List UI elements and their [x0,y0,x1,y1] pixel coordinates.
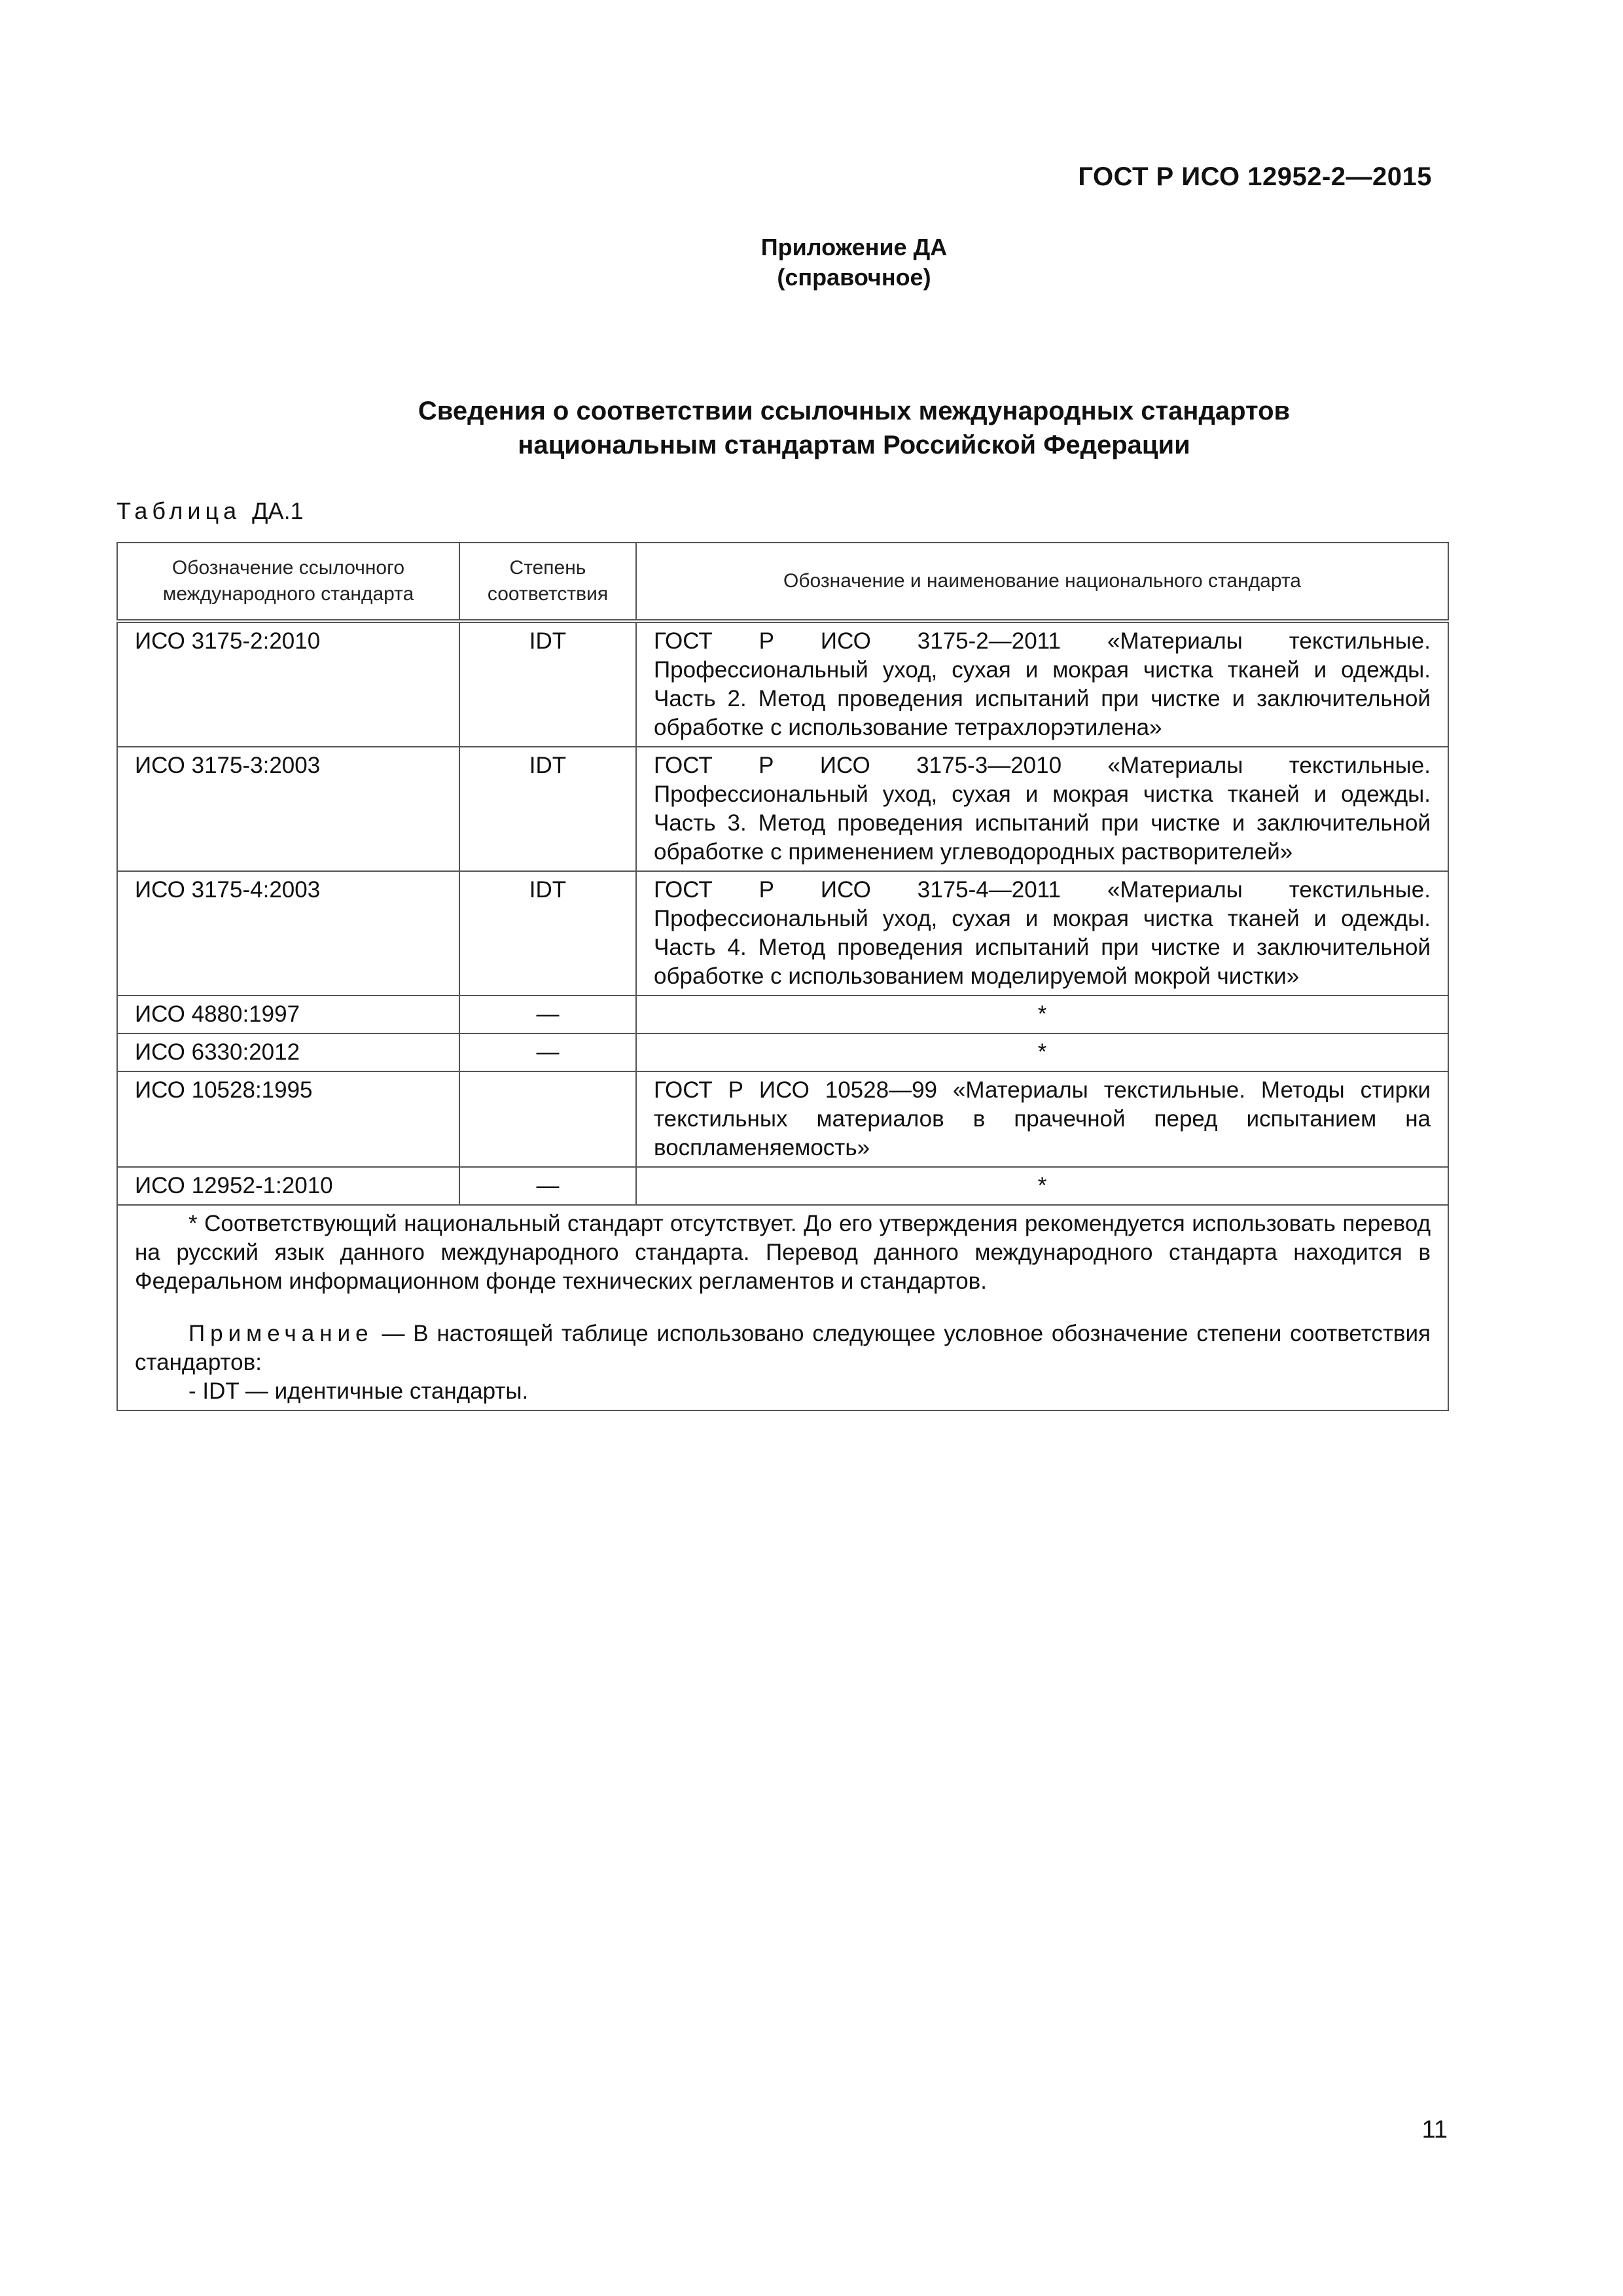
table-caption-number: ДА.1 [252,497,304,524]
note-text: — В настоящей таблице использовано следующее условное обозначение степени соответствия стандартов: [135,1321,1431,1375]
table-caption [116,497,304,525]
page-number: 11 [1421,2116,1448,2144]
table-row [117,1167,1448,1205]
standards-correspondence-table [116,542,1449,1411]
column-header-degree: Степень соответствия [459,543,636,621]
cell-degree: IDT [459,747,636,871]
table-footer-row [117,1205,1448,1410]
table-row [117,747,1448,871]
table-row [117,621,1448,747]
cell-designation: ИСО 3175-3:2003 [117,747,459,871]
table-note [135,1319,1431,1377]
note-label: Примечание [188,1321,374,1346]
column-header-national-standard: Обозначение и наименование национального стандарта [636,543,1448,621]
cell-designation: ИСО 6330:2012 [117,1033,459,1071]
cell-designation: ИСО 3175-2:2010 [117,621,459,747]
cell-designation: ИСО 10528:1995 [117,1071,459,1167]
cell-national-standard: ГОСТ Р ИСО 3175-3—2010 «Материалы текстильные. Профессиональный уход, сухая и мокрая чистка тканей и одежды. Часть 3. Метод проведения испытаний при чистке и заключительной обработке с применением углеводородных растворителей» [636,747,1448,871]
cell-degree: — [459,1033,636,1071]
cell-degree: — [459,996,636,1033]
cell-degree [459,1071,636,1167]
cell-national-standard: ГОСТ Р ИСО 10528—99 «Материалы текстильные. Методы стирки текстильных материалов в прачечной перед испытанием на воспламеняемость» [636,1071,1448,1167]
cell-degree: IDT [459,621,636,747]
table-footnote: * Соответствующий национальный стандарт отсутствует. До его утверждения рекомендуется использовать перевод на русский язык данного международного стандарта. Перевод данного международного стандарта находится в Федеральном информационном фонде технических регламентов и стандартов. [135,1211,1431,1294]
table-row [117,996,1448,1033]
cell-designation: ИСО 12952-1:2010 [117,1167,459,1205]
cell-national-standard: ГОСТ Р ИСО 3175-4—2011 «Материалы текстильные. Профессиональный уход, сухая и мокрая чистка тканей и одежды. Часть 4. Метод проведения испытаний при чистке и заключительной обработке с использованием моделируемой мокрой чистки» [636,871,1448,996]
table-row [117,871,1448,996]
cell-designation: ИСО 4880:1997 [117,996,459,1033]
cell-degree: — [459,1167,636,1205]
section-title [0,394,1623,462]
cell-national-standard: * [636,996,1448,1033]
cell-national-standard: * [636,1033,1448,1071]
section-title-line-1: Сведения о соответствии ссылочных международных стандартов [418,397,1291,425]
section-title-line-2: национальным стандартам Российской Федерации [518,431,1190,459]
appendix-title: Приложение ДА [760,234,948,260]
appendix-heading [0,232,1623,293]
cell-national-standard: ГОСТ Р ИСО 3175-2—2011 «Материалы текстильные. Профессиональный уход, сухая и мокрая чистка тканей и одежды. Часть 2. Метод проведения испытаний при чистке и заключительной обработке с использование тетрахлорэтилена» [636,621,1448,747]
note-item: - IDT — идентичные стандарты. [188,1378,529,1404]
table-row [117,1033,1448,1071]
table-caption-word: Таблица [116,497,241,524]
column-header-designation: Обозначение ссылочного международного стандарта [117,543,459,621]
table-header-row [117,543,1448,621]
appendix-type: (справочное) [777,264,931,291]
table-footer-cell [117,1205,1448,1410]
cell-degree: IDT [459,871,636,996]
cell-designation: ИСО 3175-4:2003 [117,871,459,996]
table-row [117,1071,1448,1167]
document-code: ГОСТ Р ИСО 12952-2—2015 [1078,162,1432,191]
cell-national-standard: * [636,1167,1448,1205]
